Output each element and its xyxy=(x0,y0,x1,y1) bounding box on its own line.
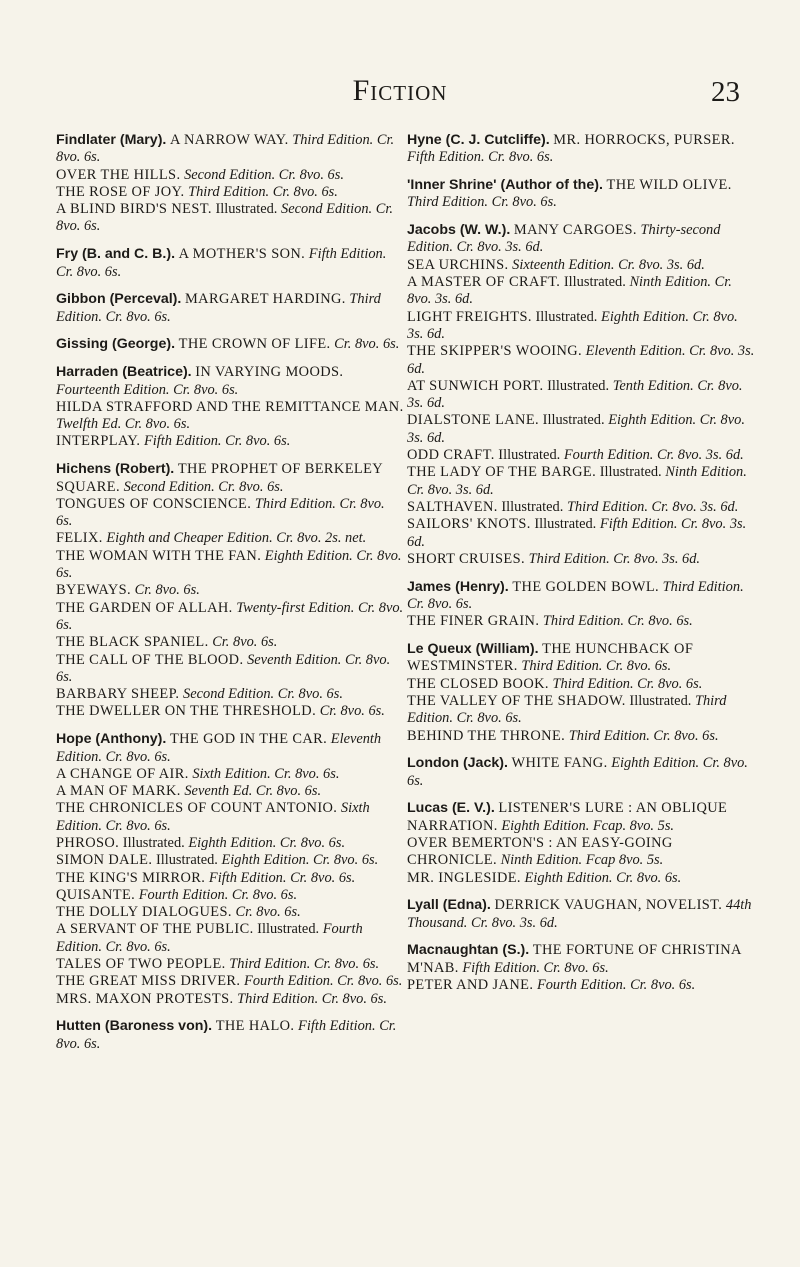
edition-info: Fifth Edition. Cr. 8vo. 6s. xyxy=(56,246,387,280)
book-entry xyxy=(407,343,755,378)
book-title: THE GOD IN THE CAR. xyxy=(169,731,328,748)
book-title: INTERPLAY. xyxy=(56,433,141,450)
right-column xyxy=(407,132,755,994)
book-title: THE ROSE OF JOY. xyxy=(56,183,185,200)
book-title: THE BLACK SPANIEL. xyxy=(56,634,209,651)
author-name: Gibbon (Perceval). xyxy=(56,291,182,308)
book-entry xyxy=(407,942,755,977)
page-number: 23 xyxy=(711,76,740,108)
author-name: Harraden (Beatrice). xyxy=(56,364,192,381)
edition-info: Fourth Edition. Cr. 8vo. 6s. xyxy=(244,973,403,990)
book-title: MARGARET HARDING. xyxy=(184,291,346,308)
book-entry xyxy=(407,274,755,309)
author-name: Findlater (Mary). xyxy=(56,132,167,148)
edition-info: Fifth Edition. Cr. 8vo. 3s. 6d. xyxy=(407,516,747,550)
book-title: HILDA STRAFFORD AND THE REMITTANCE MAN. xyxy=(56,398,404,415)
book-title: THE LADY OF THE BARGE. xyxy=(407,464,597,481)
book-title: DERRICK VAUGHAN, NOVELIST. xyxy=(494,897,723,914)
edition-info: Third Edition. Cr. 8vo. 6s. xyxy=(56,291,381,325)
book-entry xyxy=(407,132,755,167)
edition-info: Cr. 8vo. 6s. xyxy=(334,336,400,353)
edition-info: Fifth Edition. Cr. 8vo. 6s. xyxy=(56,1018,397,1052)
book-note: Illustrated. xyxy=(257,921,320,938)
edition-info: Second Edition. Cr. 8vo. 6s. xyxy=(184,166,344,183)
book-note: Illustrated. xyxy=(215,201,278,218)
book-entry xyxy=(56,870,404,887)
edition-info: Eighth Edition. Fcap. 8vo. 5s. xyxy=(501,817,675,834)
edition-info: Sixteenth Edition. Cr. 8vo. 3s. 6d. xyxy=(512,256,705,273)
book-title: THE CLOSED BOOK. xyxy=(407,675,549,692)
edition-info: Fourth Edition. Cr. 8vo. 6s. xyxy=(56,921,363,955)
book-entry xyxy=(56,887,404,904)
book-entry xyxy=(56,461,404,496)
edition-info: Seventh Ed. Cr. 8vo. 6s. xyxy=(184,783,322,800)
edition-info: Third Edition. Cr. 8vo. 6s. xyxy=(188,183,338,200)
book-entry xyxy=(56,852,404,869)
author-name: Gissing (George). xyxy=(56,336,176,353)
edition-info: Eleventh Edition. Cr. 8vo. 6s. xyxy=(56,731,382,765)
book-entry xyxy=(56,800,404,835)
book-note: Illustrated. xyxy=(629,692,692,709)
edition-info: Fifth Edition. Cr. 8vo. 6s. xyxy=(462,959,609,976)
edition-info: 44th Thousand. Cr. 8vo. 3s. 6d. xyxy=(407,897,752,931)
edition-info: Third Edition. Cr. 8vo. 6s. xyxy=(56,132,395,166)
book-entry xyxy=(407,222,755,257)
edition-info: Third Edition. Cr. 8vo. 6s. xyxy=(407,194,557,211)
book-title: PETER AND JANE. xyxy=(407,977,534,994)
book-entry xyxy=(56,921,404,956)
author-name: Lyall (Edna). xyxy=(407,897,491,914)
edition-info: Eighth Edition. Cr. 8vo. 6s. xyxy=(524,869,682,886)
book-entry xyxy=(407,897,755,932)
book-title: ODD CRAFT. xyxy=(407,447,495,464)
book-title: THE GREAT MISS DRIVER. xyxy=(56,973,241,990)
edition-info: Eighth Edition. Cr. 8vo. 3s. 6d. xyxy=(407,412,745,446)
book-title: THE DWELLER ON THE THRESHOLD. xyxy=(56,703,317,720)
book-title: THE PROPHET OF BERKELEY SQUARE. xyxy=(56,461,383,495)
book-title: THE SKIPPER'S WOOING. xyxy=(407,343,583,360)
book-note: Illustrated. xyxy=(535,308,598,325)
book-title: THE FORTUNE OF CHRISTINA M'NAB. xyxy=(407,942,742,976)
author-name: Fry (B. and C. B.). xyxy=(56,246,176,263)
edition-info: Third Edition. Cr. 8vo. 3s. 6d. xyxy=(566,498,739,515)
edition-info: Third Edition. Cr. 8vo. 6s. xyxy=(237,990,387,1007)
edition-info: Eighth Edition. Cr. 8vo. 6s. xyxy=(407,755,748,789)
book-title: AT SUNWICH PORT. xyxy=(407,377,544,394)
book-title: A MAN OF MARK. xyxy=(56,783,181,800)
book-title: A NARROW WAY. xyxy=(169,132,289,148)
book-entry xyxy=(407,676,755,693)
book-note: Illustrated. xyxy=(563,274,626,291)
edition-info: Fourth Edition. Cr. 8vo. 6s. xyxy=(138,886,298,903)
book-entry xyxy=(407,977,755,994)
edition-info: Fourth Edition. Cr. 8vo. 3s. 6d. xyxy=(563,447,744,464)
author-name: London (Jack). xyxy=(407,755,508,772)
book-note: Illustrated. xyxy=(599,464,662,481)
book-title: OVER BEMERTON'S : AN EASY-GOING CHRONICLE. xyxy=(407,834,673,869)
book-entry xyxy=(56,433,404,450)
book-entry xyxy=(407,378,755,413)
edition-info: Sixth Edition. Cr. 8vo. 6s. xyxy=(56,800,370,834)
edition-info: Sixth Edition. Cr. 8vo. 6s. xyxy=(192,765,340,782)
author-name: Lucas (E. V.). xyxy=(407,800,495,817)
book-entry xyxy=(407,641,755,676)
book-title: THE HUNCHBACK OF WESTMINSTER. xyxy=(407,641,694,675)
page-header xyxy=(0,72,800,122)
edition-info: Eighth Edition. Cr. 8vo. 3s. 6d. xyxy=(407,308,738,342)
book-title: MRS. MAXON PROTESTS. xyxy=(56,990,234,1007)
author-name: Le Queux (William). xyxy=(407,641,539,658)
edition-info: Twenty-first Edition. Cr. 8vo. 6s. xyxy=(56,599,404,633)
book-entry xyxy=(56,201,404,236)
book-title: A BLIND BIRD'S NEST. xyxy=(56,201,212,218)
edition-info: Fourteenth Edition. Cr. 8vo. 6s. xyxy=(56,381,239,398)
book-title: THE WILD OLIVE. xyxy=(606,177,732,194)
book-title: THE HALO. xyxy=(215,1018,295,1035)
edition-info: Third Edition. Cr. 8vo. 6s. xyxy=(521,658,672,675)
book-note: Illustrated. xyxy=(155,852,218,869)
edition-info: Ninth Edition. Cr. 8vo. 3s. 6d. xyxy=(407,274,732,308)
book-entry xyxy=(56,600,404,635)
edition-info: Third Edition. Cr. 8vo. 3s. 6d. xyxy=(528,550,701,567)
book-entry xyxy=(56,652,404,687)
edition-info: Third Edition. Cr. 8vo. 6s. xyxy=(568,727,719,744)
edition-info: Fifth Edition. Cr. 8vo. 6s. xyxy=(143,433,291,450)
edition-info: Eighth and Cheaper Edition. Cr. 8vo. 2s. net. xyxy=(106,530,367,547)
edition-info: Cr. 8vo. 6s. xyxy=(212,634,278,651)
book-title: SEA URCHINS. xyxy=(407,256,509,273)
edition-info: Third Edition. Cr. 8vo. 6s. xyxy=(56,495,385,530)
book-entry xyxy=(407,870,755,887)
book-entry xyxy=(56,766,404,783)
author-name: James (Henry). xyxy=(407,578,509,595)
book-entry xyxy=(56,530,404,547)
book-entry xyxy=(407,693,755,728)
book-entry xyxy=(56,184,404,201)
edition-info: Third Edition. Cr. 8vo. 6s. xyxy=(407,692,727,727)
book-title: THE CROWN OF LIFE. xyxy=(178,336,331,353)
book-title: THE FINER GRAIN. xyxy=(407,613,540,630)
book-title: PHROSO. xyxy=(56,834,120,851)
book-entry xyxy=(56,364,404,399)
edition-info: Eighth Edition. Cr. 8vo. 6s. xyxy=(188,834,346,851)
book-title: THE WOMAN WITH THE FAN. xyxy=(56,547,262,564)
book-title: A CHANGE OF AIR. xyxy=(56,765,189,782)
edition-info: Twelfth Ed. Cr. 8vo. 6s. xyxy=(56,416,191,433)
edition-info: Third Edition. Cr. 8vo. 6s. xyxy=(229,956,380,973)
running-title: Fiction xyxy=(352,74,448,107)
book-entry xyxy=(407,177,755,212)
book-entry xyxy=(56,731,404,766)
edition-info: Third Edition. Cr. 8vo. 6s. xyxy=(407,578,744,612)
book-entry xyxy=(407,755,755,790)
book-note: Illustrated. xyxy=(122,834,185,851)
book-entry xyxy=(407,464,755,499)
book-entry xyxy=(56,904,404,921)
book-title: SHORT CRUISES. xyxy=(407,550,526,567)
book-note: Illustrated. xyxy=(547,377,610,394)
book-title: THE DOLLY DIALOGUES. xyxy=(56,904,232,921)
book-entry xyxy=(56,291,404,326)
edition-info: Eleventh Edition. Cr. 8vo. 3s. 6d. xyxy=(407,343,755,377)
book-title: THE GARDEN OF ALLAH. xyxy=(56,599,233,616)
edition-info: Fourth Edition. Cr. 8vo. 6s. xyxy=(536,977,696,994)
book-entry xyxy=(407,800,755,835)
book-entry xyxy=(407,579,755,614)
author-name: 'Inner Shrine' (Author of the). xyxy=(407,177,603,194)
book-title: BEHIND THE THRONE. xyxy=(407,727,566,744)
left-column xyxy=(56,132,404,1053)
book-entry xyxy=(56,634,404,651)
book-entry xyxy=(56,686,404,703)
book-title: IN VARYING MOODS. xyxy=(195,364,344,381)
edition-info: Third Edition. Cr. 8vo. 6s. xyxy=(542,613,693,630)
book-entry xyxy=(407,728,755,745)
book-title: MANY CARGOES. xyxy=(513,222,637,239)
edition-info: Seventh Edition. Cr. 8vo. 6s. xyxy=(56,651,391,685)
book-title: THE VALLEY OF THE SHADOW. xyxy=(407,692,626,709)
book-title: LIGHT FREIGHTS. xyxy=(407,308,532,325)
book-title: TALES OF TWO PEOPLE. xyxy=(56,956,226,973)
book-title: THE CALL OF THE BLOOD. xyxy=(56,651,244,668)
book-entry xyxy=(56,991,404,1008)
edition-info: Cr. 8vo. 6s. xyxy=(134,582,200,599)
author-name: Hichens (Robert). xyxy=(56,461,175,478)
book-note: Illustrated. xyxy=(501,498,564,515)
book-entry xyxy=(56,783,404,800)
book-note: Illustrated. xyxy=(498,447,561,464)
book-title: MR. HORROCKS, PURSER. xyxy=(553,132,735,148)
author-name: Jacobs (W. W.). xyxy=(407,222,511,239)
book-title: BYEWAYS. xyxy=(56,582,132,599)
author-name: Hope (Anthony). xyxy=(56,731,167,748)
book-title: DIALSTONE LANE. xyxy=(407,412,540,429)
book-title: LISTENER'S LURE : AN OBLIQUE NARRATION. xyxy=(407,800,728,834)
book-title: FELIX. xyxy=(56,530,103,547)
edition-info: Third Edition. Cr. 8vo. 6s. xyxy=(552,675,703,692)
book-title: A MOTHER'S SON. xyxy=(178,246,306,263)
book-entry xyxy=(56,835,404,852)
edition-info: Fifth Edition. Cr. 8vo. 6s. xyxy=(407,149,554,166)
author-name: Macnaughtan (S.). xyxy=(407,942,530,959)
book-title: A MASTER OF CRAFT. xyxy=(407,274,561,291)
edition-info: Second Edition. Cr. 8vo. 6s. xyxy=(183,686,343,703)
book-title: THE GOLDEN BOWL. xyxy=(512,578,660,595)
edition-info: Second Edition. Cr. 8vo. 6s. xyxy=(123,478,284,495)
book-entry xyxy=(56,496,404,531)
book-entry xyxy=(56,548,404,583)
book-note: Illustrated. xyxy=(534,516,597,533)
edition-info: Tenth Edition. Cr. 8vo. 3s. 6d. xyxy=(407,377,743,412)
book-title: BARBARY SHEEP. xyxy=(56,686,180,703)
book-title: SALTHAVEN. xyxy=(407,498,498,515)
book-entry xyxy=(56,973,404,990)
edition-info: Eighth Edition. Cr. 8vo. 6s. xyxy=(221,852,379,869)
book-entry xyxy=(407,613,755,630)
book-entry xyxy=(407,516,755,551)
edition-info: Eighth Edition. Cr. 8vo. 6s. xyxy=(56,547,402,582)
book-entry xyxy=(56,582,404,599)
book-title: THE CHRONICLES OF COUNT ANTONIO. xyxy=(56,800,338,817)
edition-info: Second Edition. Cr. 8vo. 6s. xyxy=(56,201,393,235)
edition-info: Ninth Edition. Cr. 8vo. 3s. 6d. xyxy=(407,464,747,498)
book-entry xyxy=(56,132,404,167)
edition-info: Thirty-second Edition. Cr. 8vo. 3s. 6d. xyxy=(407,222,721,256)
book-entry xyxy=(56,167,404,184)
book-title: MR. INGLESIDE. xyxy=(407,869,521,886)
book-title: WHITE FANG. xyxy=(511,755,608,772)
book-title: QUISANTE. xyxy=(56,886,136,903)
book-entry xyxy=(56,399,404,434)
book-entry xyxy=(407,412,755,447)
book-entry xyxy=(56,956,404,973)
book-entry xyxy=(56,703,404,720)
book-entry xyxy=(407,499,755,516)
book-title: A SERVANT OF THE PUBLIC. xyxy=(56,921,254,938)
book-entry xyxy=(407,551,755,568)
author-name: Hutten (Baroness von). xyxy=(56,1018,213,1035)
edition-info: Ninth Edition. Fcap 8vo. 5s. xyxy=(500,852,664,869)
book-entry xyxy=(407,257,755,274)
book-entry xyxy=(407,835,755,870)
book-title: SIMON DALE. xyxy=(56,852,153,869)
book-title: OVER THE HILLS. xyxy=(56,166,181,183)
author-name: Hyne (C. J. Cutcliffe). xyxy=(407,132,550,148)
book-title: TONGUES OF CONSCIENCE. xyxy=(56,495,252,512)
book-entry xyxy=(407,447,755,464)
edition-info: Fifth Edition. Cr. 8vo. 6s. xyxy=(208,869,356,886)
edition-info: Cr. 8vo. 6s. xyxy=(235,904,301,921)
book-entry xyxy=(56,336,404,353)
book-entry xyxy=(56,246,404,281)
book-entry xyxy=(56,1018,404,1053)
edition-info: Cr. 8vo. 6s. xyxy=(319,703,385,720)
book-note: Illustrated. xyxy=(542,412,605,429)
book-title: THE KING'S MIRROR. xyxy=(56,869,206,886)
book-entry xyxy=(407,309,755,344)
book-title: SAILORS' KNOTS. xyxy=(407,516,531,533)
